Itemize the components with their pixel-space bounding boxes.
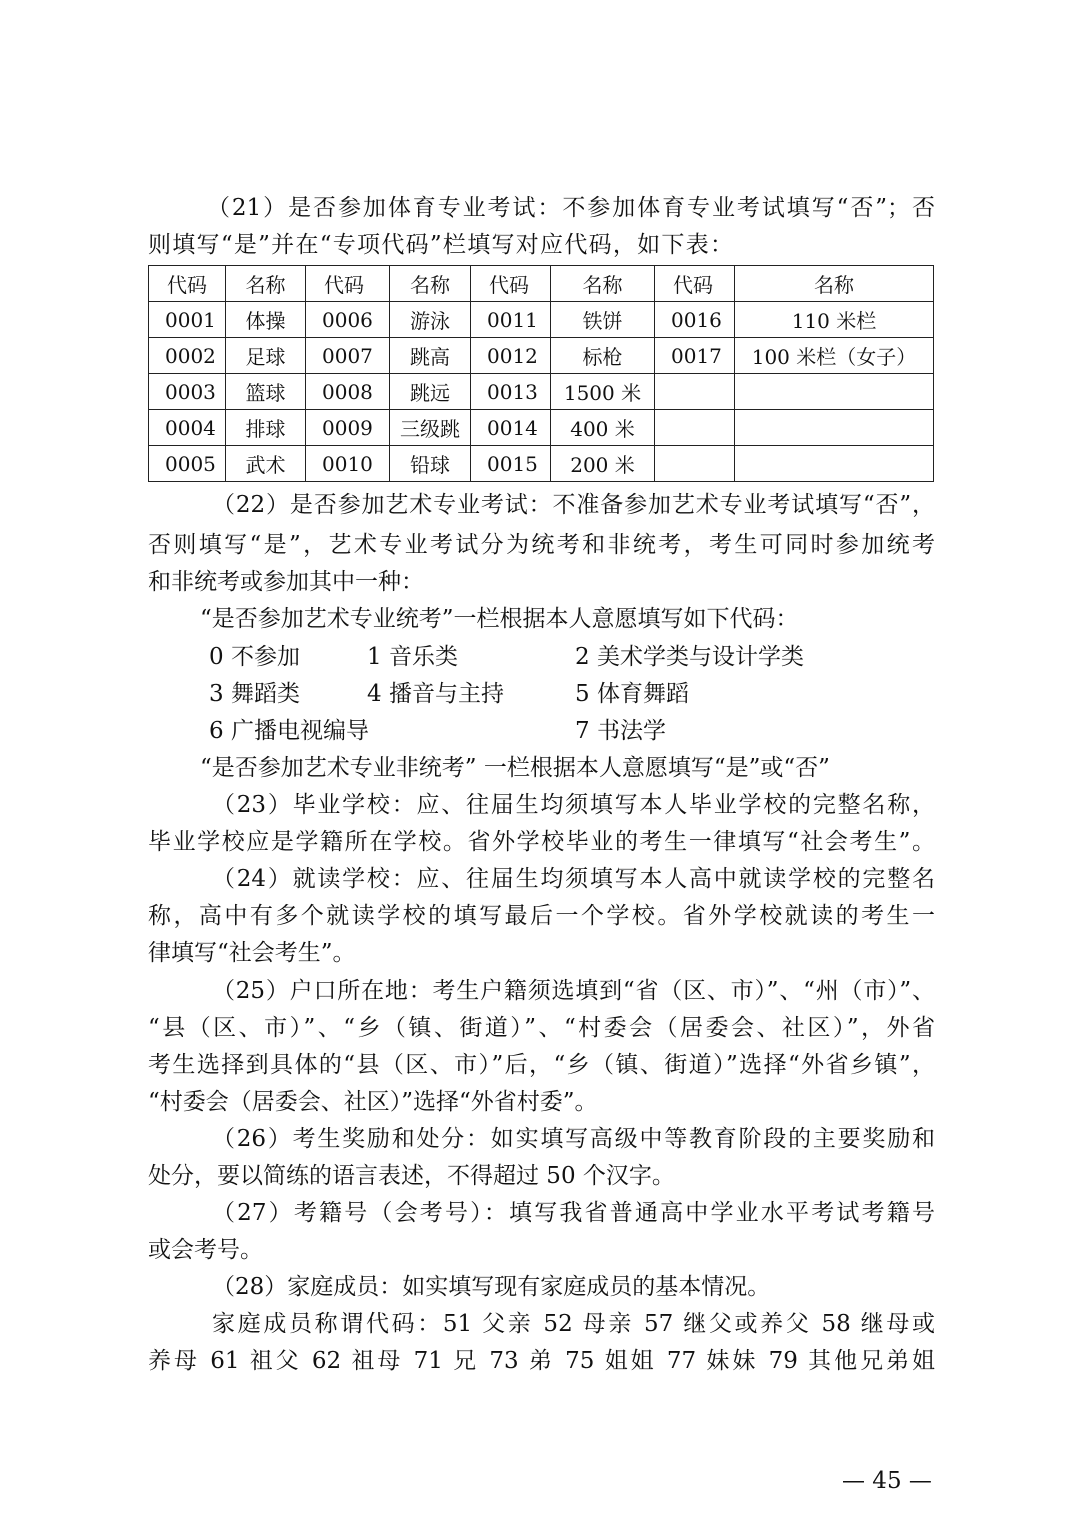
table-cell: 0007 [306,338,390,374]
table-cell: 0012 [471,338,551,374]
table-header-cell: 代码 [655,266,735,302]
table-cell: 0010 [306,446,390,482]
table-header-cell: 名称 [390,266,471,302]
table-cell: 跳高 [390,338,471,374]
table-cell: 铅球 [390,446,471,482]
table-cell: 0001 [149,302,226,338]
table-cell: 0014 [471,410,551,446]
table-cell: 1500 米 [551,374,655,410]
table-cell: 铁饼 [551,302,655,338]
table-cell: 0011 [471,302,551,338]
art-code-7: 7 书法学 [575,718,666,744]
table-cell: 100 米栏（女子） [735,338,934,374]
p27-line1: （27）考籍号（会考号）：填写我省普通高中学业水平考试考籍号 [212,1200,935,1226]
p28-line1: （28）家庭成员：如实填写现有家庭成员的基本情况。 [212,1274,771,1300]
p25-line3: 考生选择到具体的“县（区、市）”后，“乡（镇、街道）”选择“外省乡镇”， [148,1052,935,1078]
art-code-0: 0 不参加 [209,644,300,670]
table-cell: 0006 [306,302,390,338]
table-cell [735,410,934,446]
table-row [149,446,934,482]
p26-line2: 处分，要以简练的语言表述，不得超过 50 个汉字。 [148,1163,675,1189]
page-number: — 45 — [842,1468,932,1494]
p25-line4: “村委会（居委会、社区）”选择“外省村委”。 [148,1089,598,1115]
table-cell: 200 米 [551,446,655,482]
table-cell: 0013 [471,374,551,410]
table-cell: 游泳 [390,302,471,338]
p26-line1: （26）考生奖励和处分：如实填写高级中等教育阶段的主要奖励和 [212,1126,935,1152]
table-cell: 0008 [306,374,390,410]
table-header-cell: 名称 [551,266,655,302]
p25-line2: “县（区、市）”、“乡（镇、街道）”、“村委会（居委会、社区）”，外省 [148,1015,935,1041]
table-row [149,302,934,338]
table-header-cell: 代码 [149,266,226,302]
art-code-5: 5 体育舞蹈 [575,681,689,707]
p24-line3: 律填写“社会考生”。 [148,940,356,966]
table-row [149,374,934,410]
table-row [149,338,934,374]
table-header-cell: 名称 [226,266,306,302]
table-cell: 110 米栏 [735,302,934,338]
table-cell: 0015 [471,446,551,482]
table-cell: 篮球 [226,374,306,410]
p25-line1: （25）户口所在地：考生户籍须选填到“省（区、市）”、“州（市）”、 [212,978,935,1004]
p28-line3: 养母 61 祖父 62 祖母 71 兄 73 弟 75 姐姐 77 妹妹 79 其他兄弟姐 [148,1348,935,1374]
table-cell: 0002 [149,338,226,374]
table-header-row [149,266,934,302]
table-cell: 0017 [655,338,735,374]
p24-line2: 称，高中有多个就读学校的填写最后一个学校。省外学校就读的考生一 [148,903,935,929]
table-cell: 0005 [149,446,226,482]
art-code-6: 6 广播电视编导 [209,718,369,744]
table-cell: 排球 [226,410,306,446]
table-header-cell: 代码 [306,266,390,302]
table-cell: 体操 [226,302,306,338]
p23-line2: 毕业学校应是学籍所在学校。省外学校毕业的考生一律填写“社会考生”。 [148,829,935,855]
art-code-1: 1 音乐类 [367,644,458,670]
p21-line2: 则填写“是”并在“专项代码”栏填写对应代码，如下表： [148,232,733,258]
art-non-unified: “是否参加艺术专业非统考” 一栏根据本人意愿填写“是”或“否” [200,755,830,781]
art-unified-intro: “是否参加艺术专业统考”一栏根据本人意愿填写如下代码： [200,606,799,632]
table-cell: 足球 [226,338,306,374]
art-code-3: 3 舞蹈类 [209,681,300,707]
table-cell: 三级跳 [390,410,471,446]
p27-line2: 或会考号。 [148,1237,263,1263]
sports-code-table [148,265,934,482]
table-cell [735,446,934,482]
table-row [149,410,934,446]
art-code-4: 4 播音与主持 [367,681,504,707]
art-code-2: 2 美术学类与设计学类 [575,644,804,670]
p23-line1: （23）毕业学校：应、往届生均须填写本人毕业学校的完整名称， [212,792,935,818]
table-cell [735,374,934,410]
table-cell: 0003 [149,374,226,410]
table-cell: 0009 [306,410,390,446]
p21-line1: （21）是否参加体育专业考试：不参加体育专业考试填写“否”；否 [207,195,935,221]
table-cell: 标枪 [551,338,655,374]
table-cell [655,410,735,446]
table-cell: 0004 [149,410,226,446]
table-header-cell: 代码 [471,266,551,302]
table-header-cell: 名称 [735,266,934,302]
table-cell: 跳远 [390,374,471,410]
table-cell: 400 米 [551,410,655,446]
p24-line1: （24）就读学校：应、往届生均须填写本人高中就读学校的完整名 [212,866,935,892]
p22-line1: （22）是否参加艺术专业考试：不准备参加艺术专业考试填写“否”， [212,492,935,518]
p22-line3: 和非统考或参加其中一种： [148,569,424,595]
table-cell [655,446,735,482]
table-cell: 武术 [226,446,306,482]
p22-line2: 否则填写“是”，艺术专业考试分为统考和非统考，考生可同时参加统考 [148,532,935,558]
p28-line2: 家庭成员称谓代码：51 父亲 52 母亲 57 继父或养父 58 继母或 [212,1311,935,1337]
table-cell: 0016 [655,302,735,338]
table-cell [655,374,735,410]
